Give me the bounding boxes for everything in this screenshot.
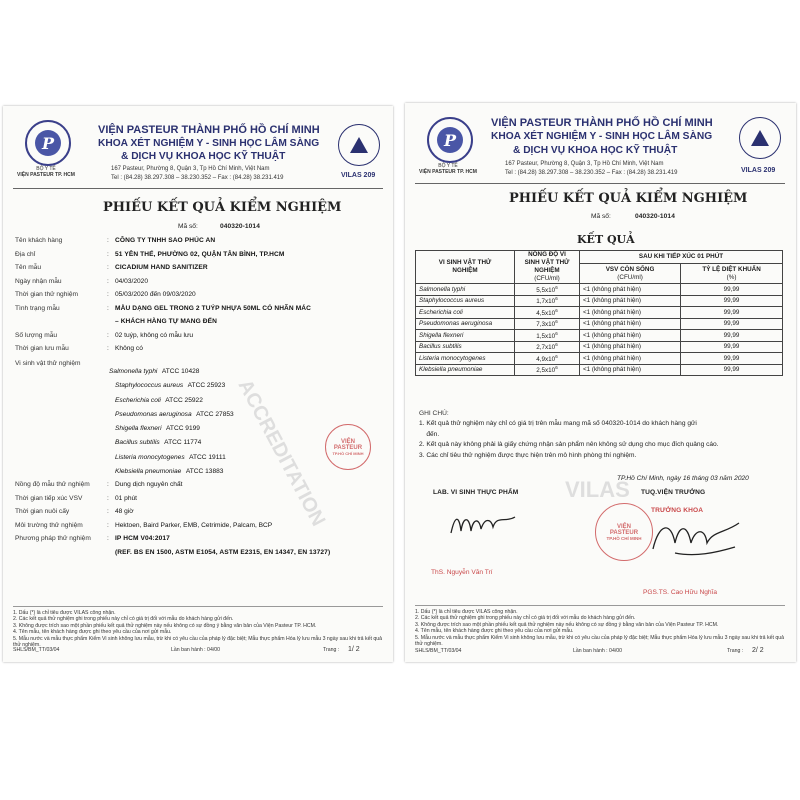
footnote-item: 5. Mẫu nước và mẫu thực phẩm Kiểm Vi sinh không lưu mẫu, trừ khi có yêu cầu của pháp lý đặc biệt; Mẫu thực phẩm Hóa lý lưu mẫu 3 ngày sau khi trả kết quả thử nghiệm. [13, 635, 383, 649]
field-value: 02 tuýp, không có mẫu lưu [115, 331, 194, 339]
page-title: PHIẾU KẾT QUẢ KIỂM NGHIỆM [103, 200, 342, 215]
field-row [15, 305, 385, 319]
strain-atcc: ATCC 25922 [165, 396, 203, 404]
vilas-code: VILAS 209 [741, 167, 776, 174]
page-label: Trang : [323, 647, 340, 653]
phone-fax: Tel : (84.28) 38.297.308 – 38.230.352 – Fax : (84.28) 38.231.419 [505, 170, 678, 176]
page-number: 2/ 2 [752, 647, 764, 654]
cell-kill-rate: 99,99 [681, 318, 783, 330]
col-kill-rate: TỶ LỆ DIỆT KHUẨN (%) [681, 264, 783, 284]
footnote-item: 1. Dấu (*) là chỉ tiêu được VILAS công nhận. [13, 610, 116, 616]
strain-item [109, 417, 234, 431]
field-colon: : [107, 481, 109, 488]
field-colon: : [107, 521, 109, 529]
field-colon: : [107, 535, 109, 542]
cell-strain: Bacillus subtilis [416, 341, 515, 353]
footnote-item: 2. Các kết quả thử nghiệm ghi trong phiếu này chỉ có giá trị đối với mẫu do khách hàng gửi đến. [415, 615, 636, 622]
field-value: 01 phút [115, 494, 137, 502]
cell-kill-rate: 99,99 [681, 364, 783, 376]
footnote-item: 4. Tên mẫu, tên khách hàng được ghi theo yêu cầu của nơi gửi mẫu. [415, 628, 574, 635]
strain-name: Escherichia coli [115, 396, 161, 404]
watermark: ACCREDITATION [233, 376, 330, 530]
sign-right-title: TUQ.VIỆN TRƯỞNG [641, 489, 706, 496]
sign-left-name: ThS. Nguyễn Văn Trí [431, 569, 493, 576]
cell-survivors: <1 (không phát hiện) [580, 307, 681, 319]
field-colon: : [107, 264, 109, 271]
institute-name: VIỆN PASTEUR THÀNH PHỐ HỒ CHÍ MINH [98, 124, 320, 136]
field-value: 51 YÊN THẾ, PHƯỜNG 02, QUẬN TÂN BÌNH, TP.HCM [115, 250, 285, 258]
note-item: 2. Kết quả này không phải là giấy chứng nhận sản phẩm nên không sử dụng cho mục đích quảng cáo. [419, 441, 719, 448]
notes-list [419, 420, 719, 462]
cell-strain: Salmonella typhi [416, 284, 515, 296]
field-value: 48 giờ [115, 508, 134, 515]
cell-concentration: $7,3x10^6$ [515, 318, 580, 330]
strain-name: Shigella flexneri [115, 425, 162, 433]
logo-caption: BỘ Y TẾ VIỆN PASTEUR TP. HCM [419, 163, 477, 175]
field-label: Số lượng mẫu [15, 331, 58, 339]
table-row [416, 341, 783, 353]
header-rule [415, 183, 785, 184]
cell-survivors: <1 (không phát hiện) [580, 364, 681, 376]
field-label: Tên mẫu [15, 264, 42, 271]
footnote-item: 2. Các kết quả thử nghiệm ghi trong phiếu này chỉ có giá trị đối với mẫu do khách hàng gửi đến. [13, 616, 234, 623]
exponent: 6 [555, 296, 558, 302]
exponent: 6 [555, 353, 558, 359]
field-colon: : [107, 291, 109, 298]
strain-atcc: ATCC 19111 [189, 453, 226, 461]
page-number: 1/ 2 [348, 646, 360, 653]
table-row [416, 353, 783, 365]
address: 167 Pasteur, Phường 8, Quận 3, Tp Hồ Chí Minh, Việt Nam [505, 161, 664, 167]
footnotes [415, 609, 787, 647]
field-value: Hektoen, Baird Parker, EMB, Cetrimide, Palcam, BCP [115, 521, 273, 529]
form-code: SHLS/BM_TT/03/04 [415, 648, 462, 654]
field-value: IP HCM V04:2017 [115, 535, 170, 542]
footnote-item: 3. Không được trích sao một phần phiếu kết quả thử nghiệm này nếu không có sự đồng ý bằng văn bản của Viện Pasteur TP. HCM. [13, 622, 317, 629]
table-row [416, 318, 783, 330]
strain-name: Pseudomonas aeruginosa [115, 410, 192, 418]
watermark: VILAS [565, 477, 630, 502]
strains-label: Vi sinh vật thử nghiệm [15, 360, 81, 367]
col-concentration: NỒNG ĐỘ VI SINH VẬT THỬ NGHIỆM (CFU/ml) [515, 251, 580, 284]
exponent: 6 [555, 342, 558, 348]
footer-rule [415, 605, 785, 606]
field-value: Không có [115, 345, 143, 352]
cell-strain: Staphylococcus aureus [416, 295, 515, 307]
cell-strain: Shigella flexneri [416, 330, 515, 342]
strain-item [109, 374, 234, 388]
table-row [416, 364, 783, 376]
exponent: 6 [555, 284, 558, 290]
field-row [15, 508, 385, 522]
department-name: KHOA XÉT NGHIỆM Y - SINH HỌC LÂM SÀNG [491, 131, 713, 142]
field-row [15, 291, 385, 305]
department-sub: & DỊCH VỤ KHOA HỌC KỸ THUẬT [121, 151, 286, 162]
strains-list [109, 360, 234, 474]
cell-concentration: $5,5x10^6$ [515, 284, 580, 296]
field-row [15, 481, 385, 495]
field-label: Tên khách hàng [15, 237, 63, 244]
logo-caption: BỘ Y TẾ VIỆN PASTEUR TP. HCM [17, 166, 75, 178]
col-after-contact: SAU KHI TIẾP XÚC 01 PHÚT [580, 251, 783, 264]
edition: Lần ban hành : 04/00 [573, 648, 623, 654]
strain-atcc: ATCC 13883 [185, 468, 224, 476]
cell-kill-rate: 99,99 [681, 330, 783, 342]
field-value: 05/03/2020 đến 09/03/2020 [115, 291, 196, 298]
field-row [15, 237, 385, 251]
strain-name: Bacillus subtilis [115, 439, 160, 447]
field-row [15, 264, 385, 278]
field-colon: : [107, 494, 109, 502]
report-page-1 [3, 106, 393, 662]
strain-item [109, 389, 234, 403]
cell-survivors: <1 (không phát hiện) [580, 284, 681, 296]
cell-concentration: $2,5x10^6$ [515, 364, 580, 376]
footnote-item: 5. Mẫu nước và mẫu thực phẩm Kiểm Vi sinh không lưu mẫu, trừ khi có yêu cầu của pháp lý đặc biệt; Mẫu thực phẩm Hóa lý lưu mẫu 3 ngày sau khi trả kết quả thử nghiệm. [415, 634, 785, 648]
field-colon: : [107, 304, 109, 312]
field-label: Thời gian tiếp xúc VSV [15, 494, 83, 502]
pasteur-logo: P [25, 120, 71, 166]
result-title: KẾT QUẢ [577, 233, 635, 246]
signature-right-icon [645, 513, 745, 561]
results-table [415, 250, 783, 376]
field-colon: : [107, 345, 109, 352]
field-row [15, 345, 385, 359]
field-label: Thời gian thử nghiệm [15, 291, 78, 298]
field-value: Dung dịch nguyên chất [115, 481, 183, 488]
strain-name: Salmonella typhi [109, 368, 158, 375]
footnotes [13, 610, 385, 648]
red-stamp: VIỆN PASTEUR TP.HỒ CHÍ MINH [325, 424, 371, 470]
strain-name: Klebsiella pneumoniae [115, 468, 182, 476]
code-label: Mã số: [178, 223, 198, 230]
cell-kill-rate: 99,99 [681, 341, 783, 353]
field-colon: : [107, 250, 109, 258]
field-label: Ngày nhận mẫu [15, 277, 62, 285]
field-row [15, 251, 385, 265]
sign-right-subtitle: TRƯỞNG KHOA [651, 507, 704, 514]
strain-item [109, 460, 234, 474]
pasteur-logo: P [427, 117, 473, 163]
cell-strain: Escherichia coli [416, 307, 515, 319]
field-value: MẪU DẠNG GEL TRONG 2 TUÝP NHỰA 50ML CÓ NHÃN MÁC [115, 304, 312, 312]
cell-concentration: $1,7x10^6$ [515, 295, 580, 307]
field-label: Thời gian lưu mẫu [15, 345, 69, 352]
field-label: Phương pháp thử nghiệm [15, 535, 91, 542]
strain-item [109, 446, 234, 460]
field-label: Môi trường thử nghiệm [15, 521, 83, 529]
red-stamp: VIỆN PASTEUR TP.HỒ CHÍ MINH [595, 503, 653, 561]
cell-survivors: <1 (không phát hiện) [580, 341, 681, 353]
cell-survivors: <1 (không phát hiện) [580, 353, 681, 365]
field-colon: : [107, 237, 109, 244]
strain-atcc: ATCC 11774 [164, 439, 202, 447]
field-value: (REF. BS EN 1500, ASTM E1054, ASTM E2315, EN 14347, EN 13727) [115, 548, 331, 556]
test-conditions [15, 481, 385, 562]
exponent: 6 [555, 307, 558, 313]
field-value: CÔNG TY TNHH SAO PHÚC AN [115, 237, 216, 244]
exponent: 6 [555, 330, 558, 336]
notes-title: GHI CHÚ: [419, 410, 449, 417]
phone-fax: Tel : (84.28) 38.297.308 – 38.230.352 – Fax : (84.28) 38.231.419 [111, 175, 284, 181]
vilas-code: VILAS 209 [341, 172, 376, 179]
table-row [416, 330, 783, 342]
cell-kill-rate: 99,99 [681, 284, 783, 296]
exponent: 6 [555, 365, 558, 371]
field-row [15, 535, 385, 549]
edition: Lần ban hành : 04/00 [171, 647, 221, 653]
field-colon: : [107, 277, 109, 285]
strain-atcc: ATCC 10428 [161, 368, 200, 375]
field-row [15, 549, 385, 563]
footer-rule [13, 606, 383, 607]
field-value: CICADIUM HAND SANITIZER [115, 264, 208, 271]
strain-atcc: ATCC 27853 [196, 410, 234, 418]
note-item: đến. [419, 430, 440, 438]
page-label: Trang : [727, 648, 744, 654]
strain-atcc: ATCC 25923 [187, 382, 226, 390]
cell-strain: Klebsiella pneumoniae [416, 364, 515, 376]
strain-name: Listeria monocytogenes [115, 453, 185, 461]
cell-survivors: <1 (không phát hiện) [580, 318, 681, 330]
cell-kill-rate: 99,99 [681, 307, 783, 319]
field-label: Địa chỉ [15, 250, 36, 258]
cell-concentration: $4,5x10^6$ [515, 307, 580, 319]
strain-atcc: ATCC 9199 [166, 425, 200, 433]
table-row [416, 307, 783, 319]
cell-concentration: $1,5x10^6$ [515, 330, 580, 342]
department-sub: & DỊCH VỤ KHOA HỌC KỸ THUẬT [513, 145, 678, 156]
code-label: Mã số: [591, 213, 611, 220]
table-row [416, 295, 783, 307]
footnote-item: 1. Dấu (*) là chỉ tiêu được VILAS công nhận. [415, 609, 518, 615]
field-row [15, 318, 385, 332]
address: 167 Pasteur, Phường 8, Quận 3, Tp Hồ Chí Minh, Việt Nam [111, 166, 270, 172]
institute-name: VIỆN PASTEUR THÀNH PHỐ HỒ CHÍ MINH [491, 117, 713, 129]
field-colon: : [107, 331, 109, 339]
field-row [15, 332, 385, 346]
sign-left-title: LAB. VI SINH THỰC PHẨM [433, 489, 519, 496]
signature-left-icon [445, 505, 525, 545]
cell-strain: Pseudomonas aeruginosa [416, 318, 515, 330]
code-value: 040320-1014 [220, 223, 260, 230]
field-row [15, 522, 385, 536]
cell-survivors: <1 (không phát hiện) [580, 330, 681, 342]
table-row [416, 284, 783, 296]
department-name: KHOA XÉT NGHIỆM Y - SINH HỌC LÂM SÀNG [98, 138, 320, 149]
report-page-2 [405, 103, 796, 662]
field-colon: : [107, 508, 109, 515]
header-rule [13, 188, 383, 189]
col-strain: VI SINH VẬT THỬ NGHIỆM [416, 251, 515, 284]
strain-name: Staphylococcus aureus [115, 382, 184, 390]
cell-survivors: <1 (không phát hiện) [580, 295, 681, 307]
sign-right-name: PGS.TS. Cao Hữu Nghĩa [643, 589, 718, 596]
form-code: SHLS/BM_TT/03/04 [13, 647, 60, 653]
date-line: TP.Hồ Chí Minh, ngày 16 tháng 03 năm 2020 [617, 475, 749, 482]
field-label: Thời gian nuôi cấy [15, 508, 70, 515]
cell-strain: Listeria monocytogenes [416, 353, 515, 365]
accreditation-badge-icon [739, 117, 781, 159]
cell-concentration: $2,7x10^6$ [515, 341, 580, 353]
exponent: 6 [555, 319, 558, 325]
note-item: 1. Kết quả thử nghiệm này chỉ có giá trị trên mẫu mang mã số 040320-1014 do khách hàng gửi [419, 420, 697, 427]
strain-item [109, 431, 234, 445]
page-title: PHIẾU KẾT QUẢ KIỂM NGHIỆM [509, 191, 748, 206]
cell-kill-rate: 99,99 [681, 295, 783, 307]
note-item: 3. Các chỉ tiêu thử nghiệm được thực hiện trên mô hình phòng thí nghiệm. [419, 451, 637, 459]
field-row [15, 278, 385, 292]
footnote-item: 4. Tên mẫu, tên khách hàng được ghi theo yêu cầu của nơi gửi mẫu. [13, 629, 172, 636]
field-label: Tình trạng mẫu [15, 304, 60, 312]
code-value: 040320-1014 [635, 213, 675, 220]
footnote-item: 3. Không được trích sao một phần phiếu kết quả thử nghiệm này nếu không có sự đồng ý bằng văn bản của Viện Pasteur TP. HCM. [415, 621, 719, 628]
field-value: – KHÁCH HÀNG TỰ MANG ĐẾN [115, 318, 218, 325]
field-value: 04/03/2020 [115, 277, 149, 285]
field-label: Nồng độ mẫu thử nghiệm [15, 481, 90, 488]
sample-info [15, 237, 385, 359]
cell-kill-rate: 99,99 [681, 353, 783, 365]
field-row [15, 495, 385, 509]
accreditation-badge-icon [338, 124, 380, 166]
cell-concentration: $4,9x10^6$ [515, 353, 580, 365]
strain-item [109, 403, 234, 417]
strain-item [109, 360, 234, 374]
col-survivors: VSV CÒN SỐNG (CFU/ml) [580, 264, 681, 284]
